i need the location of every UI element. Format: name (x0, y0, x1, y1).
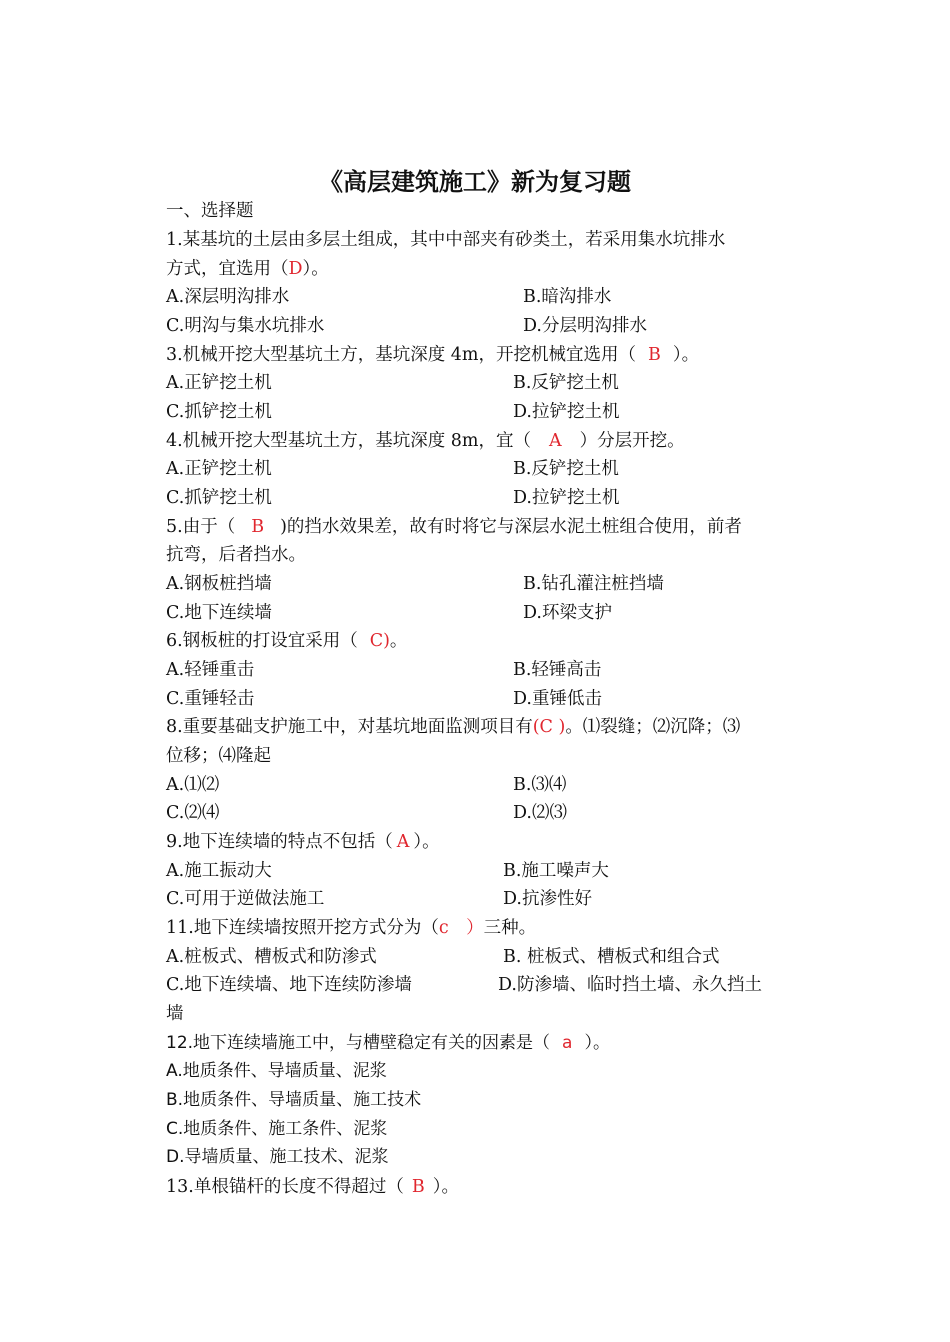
q3-option-b: B.反铲挖土机 (513, 373, 619, 393)
question-5 (166, 516, 742, 538)
text-span: 1.某基坑的土层由多层土组成，其中中部夹有砂类土，若采用集水坑排水 (166, 230, 726, 250)
text-span: ）。 (432, 1177, 459, 1197)
q3-option-d: D.拉铲挖土机 (513, 402, 620, 422)
text-span: 。⑴裂缝；⑵沉降；⑶ (565, 717, 741, 737)
q3-option-a: A.正铲挖土机 (166, 373, 272, 393)
q12-option-a: A.地质条件、导墙质量、泥浆 (166, 1061, 387, 1081)
q1-option-a: A.深层明沟排水 (166, 287, 290, 307)
document-title: 《高层建筑施工》新为复习题 (319, 167, 631, 196)
q8-option-a: A.⑴⑵ (166, 775, 220, 795)
q12-option-b: B.地质条件、导墙质量、施工技术 (166, 1090, 422, 1110)
question-13 (166, 1176, 459, 1198)
text-span: )的挡水效果差，故有时将它与深层水泥土桩组合使用，前者 (280, 517, 742, 537)
question-12 (166, 1032, 610, 1054)
q11-option-a: A.桩板式、槽板式和防渗式 (166, 947, 377, 967)
answer-9: A (396, 832, 410, 852)
q8-option-b: B.⑶⑷ (513, 775, 567, 795)
answer-1: D (288, 259, 303, 279)
q11-option-d: D.防渗墙、临时挡土墙、永久挡土 (498, 975, 762, 995)
q12-option-c: C.地质条件、施工条件、泥浆 (166, 1119, 388, 1139)
q9-option-a: A.施工振动大 (166, 861, 272, 881)
question-5-line2: 抗弯，后者挡水。 (166, 545, 306, 565)
answer-8: (C ) (532, 717, 566, 737)
q1-option-d: D.分层明沟排水 (523, 316, 647, 336)
text-span: 8.重要基础支护施工中，对基坑地面监测项目有 (166, 717, 533, 737)
question-9 (166, 831, 440, 853)
text-span: 11.地下连续墙按照开挖方式分为（ (166, 918, 439, 938)
answer-12: a (562, 1033, 573, 1053)
q5-option-b: B.钻孔灌注桩挡墙 (523, 574, 664, 594)
q11-option-d-wrap: 墙 (166, 1004, 184, 1024)
q6-option-b: B.轻锤高击 (513, 660, 602, 680)
question-4 (166, 430, 685, 452)
text-span: ）。 (584, 1033, 610, 1053)
q5-option-c: C.地下连续墙 (166, 603, 272, 623)
section-heading: 一、选择题 (166, 201, 254, 221)
question-8-line2: 位移；⑷隆起 (166, 746, 271, 766)
q1-option-c: C.明沟与集水坑排水 (166, 316, 325, 336)
answer-6: C) (369, 631, 390, 651)
answer-13: B (411, 1177, 425, 1197)
text-span: 9.地下连续墙的特点不包括（ (166, 832, 393, 852)
text-span: 3.机械开挖大型基坑土方，基坑深度 4m，开挖机械宜选用（ (166, 345, 636, 365)
answer-3: B (648, 345, 661, 365)
q5-option-d: D.环梁支护 (523, 603, 612, 623)
q9-option-c: C.可用于逆做法施工 (166, 889, 325, 909)
q6-option-c: C.重锤轻击 (166, 689, 255, 709)
answer-5: B (251, 517, 265, 537)
question-11 (166, 917, 536, 939)
q11-option-c: C.地下连续墙、地下连续防渗墙 (166, 975, 412, 995)
text-span: ）。 (302, 259, 329, 279)
q3-option-c: C.抓铲挖土机 (166, 402, 272, 422)
q9-option-b: B.施工噪声大 (503, 861, 609, 881)
text-span: 4.机械开挖大型基坑土方，基坑深度 8m，宜（ (166, 431, 531, 451)
text-span: 。 (389, 631, 408, 651)
question-1-line2 (166, 258, 329, 280)
question-8 (166, 716, 740, 738)
question-6 (166, 630, 407, 652)
question-3 (166, 344, 699, 366)
q6-option-d: D.重锤低击 (513, 689, 602, 709)
text-span: ）。 (413, 832, 440, 852)
text-span: ）。 (672, 345, 700, 365)
text-span: 12.地下连续墙施工中，与槽壁稳定有关的因素是（ (166, 1033, 551, 1053)
q9-option-d: D.抗渗性好 (503, 889, 592, 909)
q4-option-c: C.抓铲挖土机 (166, 488, 272, 508)
text-span: 6.钢板桩的打设宜采用（ (166, 631, 358, 651)
answer-11: c ） (438, 918, 484, 938)
q6-option-a: A.轻锤重击 (166, 660, 255, 680)
answer-4: A (549, 431, 562, 451)
q8-option-c: C.⑵⑷ (166, 803, 220, 823)
q4-option-a: A.正铲挖土机 (166, 459, 272, 479)
q11-option-b: B. 桩板式、槽板式和组合式 (503, 947, 720, 967)
text-span: 方式，宜选用（ (166, 259, 289, 279)
text-span: ）分层开挖。 (579, 431, 685, 451)
q4-option-b: B.反铲挖土机 (513, 459, 619, 479)
question-1 (166, 229, 725, 251)
q5-option-a: A.钢板桩挡墙 (166, 574, 272, 594)
q1-option-b: B.暗沟排水 (523, 287, 612, 307)
q8-option-d: D.⑵⑶ (513, 803, 567, 823)
text-span: 5.由于（ (166, 517, 236, 537)
text-span: 三种。 (483, 918, 537, 938)
q4-option-d: D.拉铲挖土机 (513, 488, 620, 508)
q12-option-d: D.导墙质量、施工技术、泥浆 (166, 1147, 389, 1167)
text-span: 13.单根锚杆的长度不得超过（ (166, 1177, 404, 1197)
